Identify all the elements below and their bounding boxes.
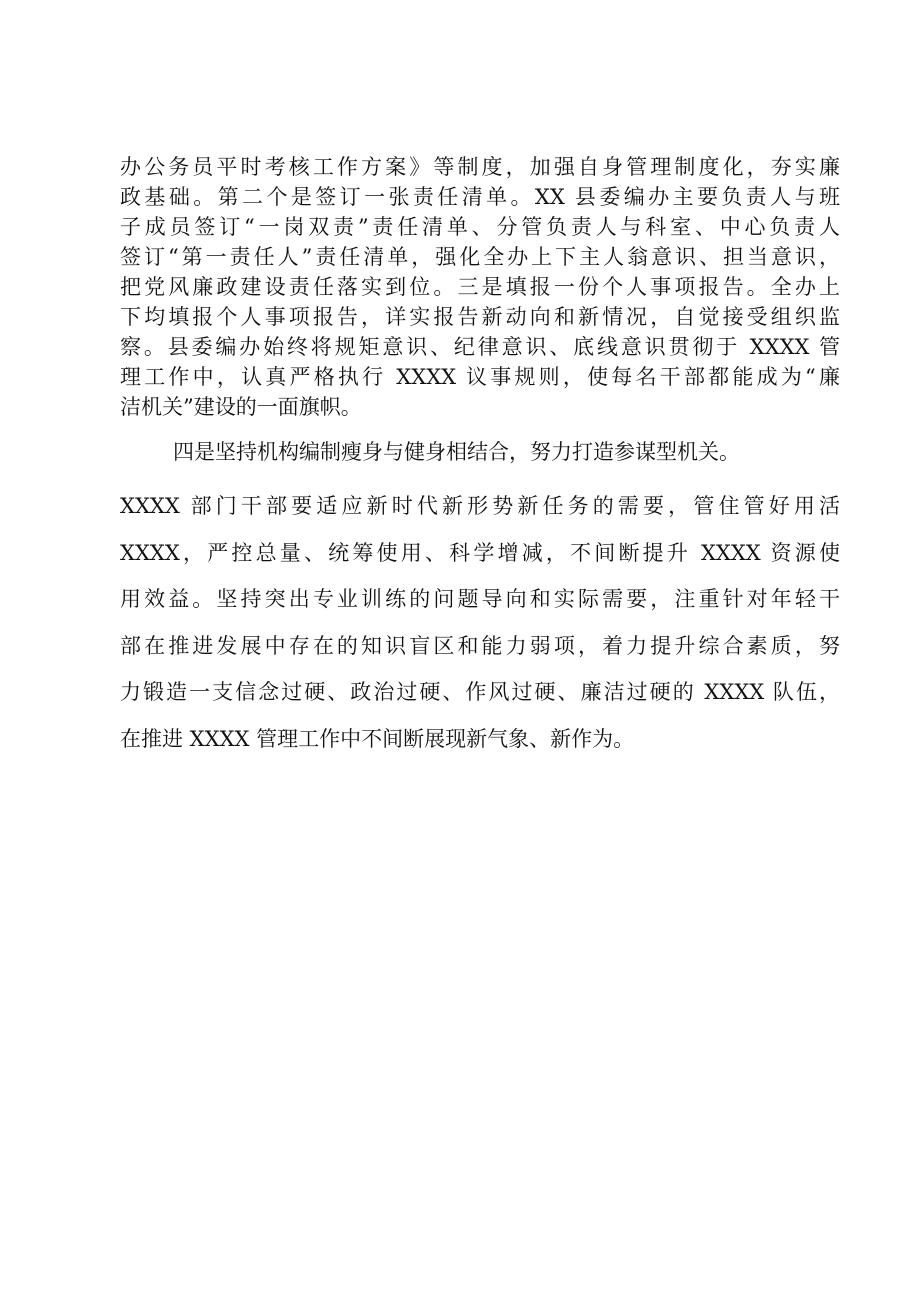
paragraph-2-first-line: 四是坚持机构编制瘦身与健身相结合，努力打造参谋型机关。 xyxy=(173,440,740,464)
paragraph-1-line: 签订“第一责任人”责任清单，强化全办上下主人翁意识、担当意识， xyxy=(120,245,840,269)
paragraph-1-line: 子成员签订“一岗双责”责任清单、分管负责人与科室、中心负责人 xyxy=(120,215,840,239)
paragraph-2-heading xyxy=(120,437,840,467)
paragraph-2-line: 用效益。坚持突出专业训练的问题导向和实际需要，注重针对年轻干 xyxy=(120,587,840,611)
paragraph-1-line: 洁机关”建设的一面旗帜。 xyxy=(120,395,362,419)
paragraph-1-line: 政基础。第二个是签订一张责任清单。XX 县委编办主要负责人与班 xyxy=(120,185,840,209)
paragraph-2-line: XXXX，严控总量、统筹使用、科学增减，不间断提升 XXXX 资源使 xyxy=(120,540,840,565)
paragraph-1 xyxy=(120,152,840,422)
paragraph-2-line: 部在推进发展中存在的知识盲区和能力弱项，着力提升综合素质，努 xyxy=(120,633,840,658)
paragraph-1-line: 察。县委编办始终将规矩意识、纪律意识、底线意识贯彻于 XXXX 管 xyxy=(120,335,840,359)
paragraph-1-line: 把党风廉政建设责任落实到位。三是填报一份个人事项报告。全办上 xyxy=(120,275,840,299)
paragraph-1-line: 下均填报个人事项报告，详实报告新动向和新情况，自觉接受组织监 xyxy=(120,305,840,329)
paragraph-2 xyxy=(120,483,840,762)
paragraph-2-line: XXXX 部门干部要适应新时代新形势新任务的需要，管住管好用活 xyxy=(120,494,840,518)
paragraph-2-line: 力锻造一支信念过硬、政治过硬、作风过硬、廉洁过硬的 XXXX 队伍， xyxy=(120,680,840,704)
paragraph-1-line: 办公务员平时考核工作方案》等制度，加强自身管理制度化，夯实廉 xyxy=(120,155,840,179)
paragraph-2-line: 在推进 XXXX 管理工作中不间断展现新气象、新作为。 xyxy=(120,726,635,751)
paragraph-1-line: 理工作中，认真严格执行 XXXX 议事规则，使每名干部都能成为“廉 xyxy=(120,365,840,389)
